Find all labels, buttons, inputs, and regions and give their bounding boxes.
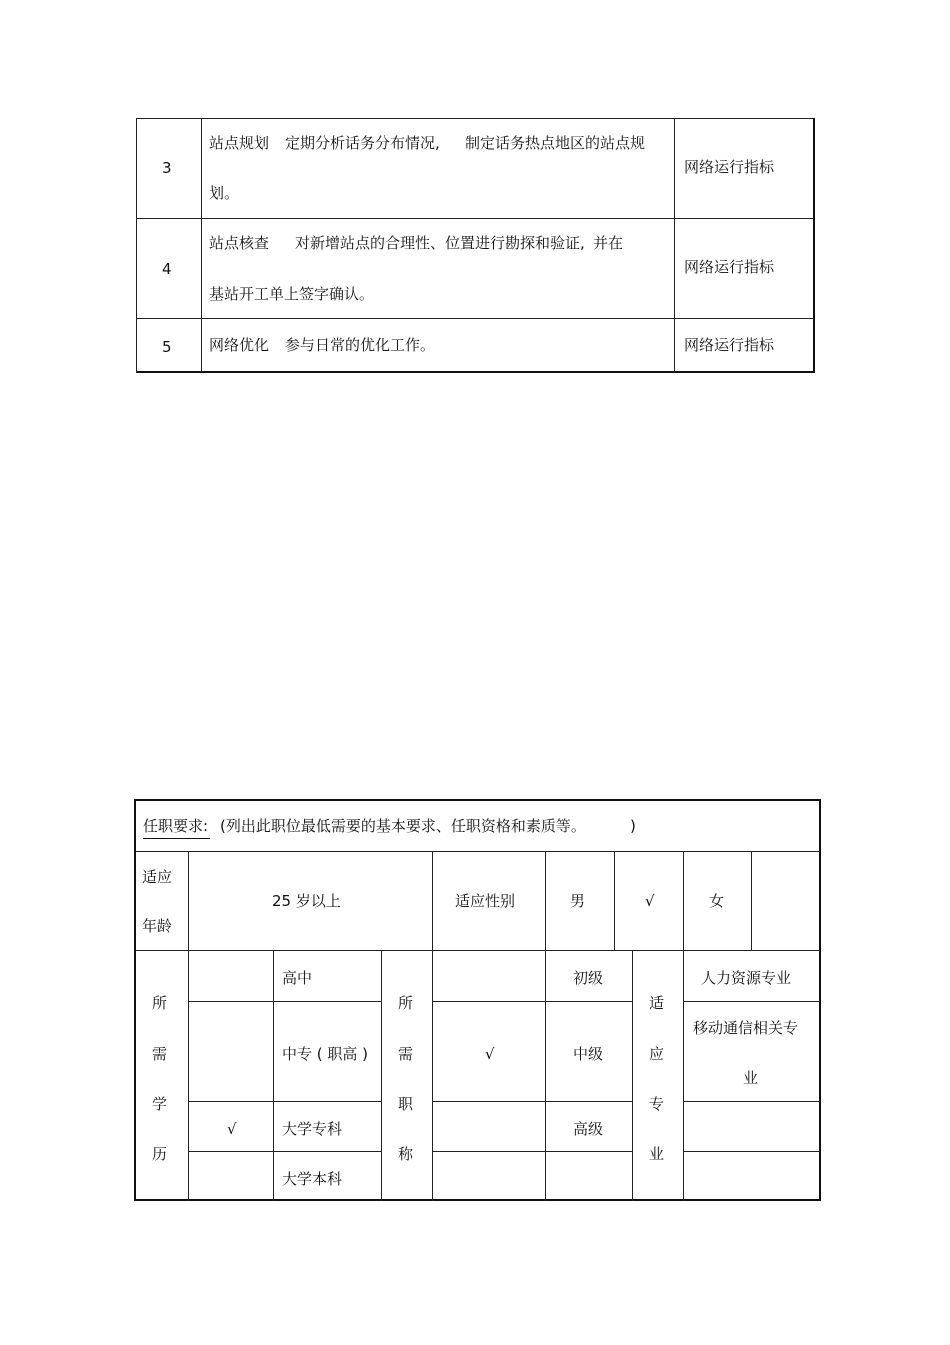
column-divider	[751, 851, 752, 950]
duty-description: 对新增站点的合理性、位置进行勘探和验证,	[295, 234, 585, 252]
age-value: 25 岁以上	[272, 892, 341, 910]
duty-kpi: 网络运行指标	[684, 158, 775, 176]
row-divider	[136, 950, 820, 951]
table-border	[819, 799, 821, 1201]
male-check-mark: √	[645, 892, 655, 910]
row-divider	[683, 1151, 820, 1152]
table-border	[813, 118, 815, 373]
age-label: 年龄	[142, 917, 173, 935]
column-divider	[432, 851, 433, 1201]
table-border	[134, 799, 821, 801]
row-number: 3	[162, 159, 172, 177]
major-label: 专	[649, 1095, 665, 1113]
column-divider	[188, 851, 189, 1201]
duty-description: 定期分析话务分布情况,	[285, 134, 440, 152]
table-border	[136, 118, 137, 373]
column-divider	[632, 950, 633, 1201]
title-label: 需	[398, 1045, 414, 1063]
column-divider	[674, 118, 675, 373]
column-divider	[614, 851, 615, 950]
row-divider	[136, 318, 814, 319]
education-label: 所	[152, 994, 168, 1012]
row-divider	[136, 218, 814, 219]
education-label: 历	[152, 1145, 168, 1163]
title-check-mark: √	[485, 1045, 495, 1063]
column-divider	[201, 118, 202, 373]
row-divider	[188, 1001, 381, 1002]
table-border	[134, 1199, 821, 1201]
major-item: 业	[743, 1069, 759, 1087]
duty-kpi: 网络运行指标	[684, 336, 775, 354]
duty-title: 站点核查	[209, 234, 270, 252]
education-label: 学	[152, 1095, 168, 1113]
column-divider	[683, 851, 684, 1201]
education-level: 高中	[282, 969, 313, 987]
duty-description: 并在	[593, 234, 624, 252]
major-label: 适	[649, 994, 665, 1012]
row-divider	[432, 1151, 632, 1152]
column-divider	[545, 851, 546, 1201]
duty-title: 网络优化	[209, 336, 270, 354]
major-label: 业	[649, 1145, 665, 1163]
duty-title: 站点规划	[209, 134, 270, 152]
column-divider	[381, 950, 382, 1201]
duty-description: 参与日常的优化工作。	[285, 336, 436, 354]
requirements-label: 任职要求:	[143, 817, 209, 835]
row-divider	[432, 1101, 632, 1102]
row-divider	[432, 1001, 632, 1002]
row-divider	[188, 1101, 381, 1102]
gender-label: 适应性别	[455, 892, 516, 910]
column-divider	[273, 950, 274, 1201]
major-item: 移动通信相关专	[693, 1019, 799, 1037]
requirements-note-close: )	[630, 817, 636, 835]
duty-description: 制定话务热点地区的站点规	[465, 134, 646, 152]
education-level: 大学专科	[282, 1120, 343, 1138]
education-level: 中专 ( 职高 )	[282, 1045, 369, 1063]
education-level: 大学本科	[282, 1170, 343, 1188]
title-label: 所	[398, 994, 414, 1012]
duty-kpi: 网络运行指标	[684, 258, 775, 276]
requirements-note: (列出此职位最低需要的基本要求、任职资格和素质等。	[220, 817, 586, 835]
row-divider	[683, 1001, 820, 1002]
table-border	[136, 118, 814, 119]
row-number: 5	[162, 338, 172, 356]
title-level: 中级	[573, 1045, 604, 1063]
row-divider	[683, 1101, 820, 1102]
table-border	[134, 799, 136, 1201]
table-border	[136, 371, 815, 373]
row-divider	[136, 851, 820, 852]
title-label: 称	[398, 1145, 414, 1163]
label-underline	[143, 838, 210, 839]
duty-description: 划。	[209, 184, 240, 202]
major-label: 应	[649, 1045, 665, 1063]
education-check-mark: √	[227, 1120, 237, 1138]
row-divider	[188, 1151, 381, 1152]
title-level: 高级	[573, 1120, 604, 1138]
age-label: 适应	[142, 868, 173, 886]
title-label: 职	[398, 1095, 414, 1113]
row-number: 4	[162, 260, 172, 278]
education-label: 需	[152, 1045, 168, 1063]
gender-male: 男	[570, 892, 586, 910]
major-item: 人力资源专业	[701, 969, 792, 987]
title-level: 初级	[573, 969, 604, 987]
duty-description: 基站开工单上签字确认。	[209, 285, 375, 303]
gender-female: 女	[709, 892, 725, 910]
